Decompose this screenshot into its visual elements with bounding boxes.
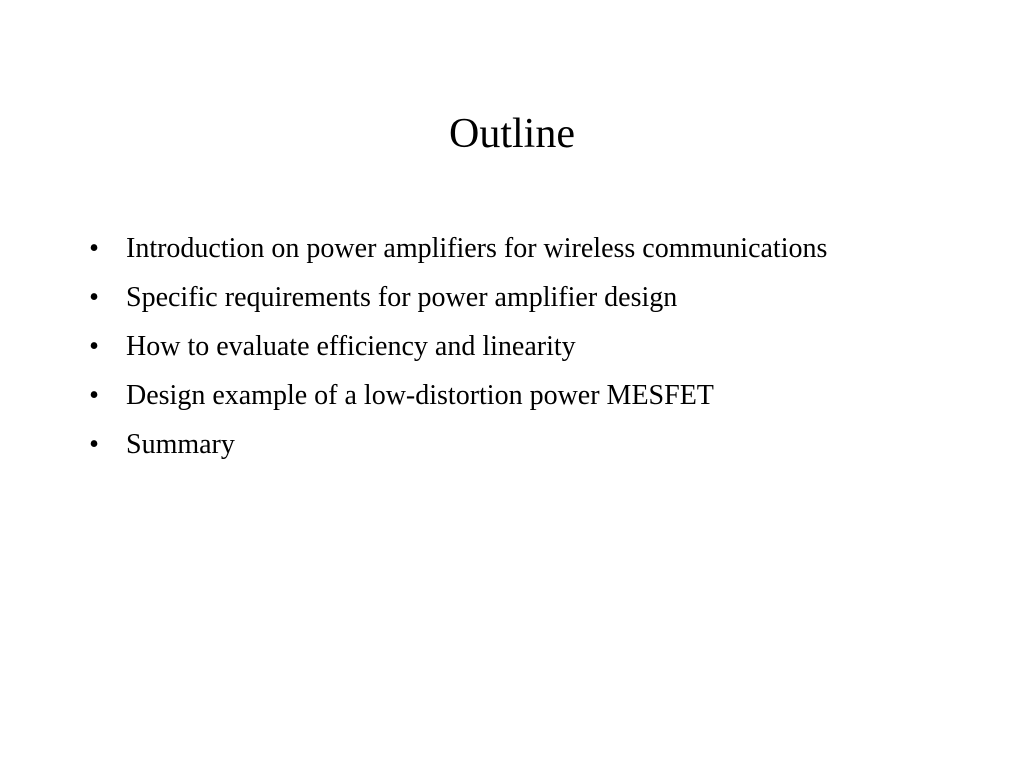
list-item <box>80 228 940 270</box>
list-item-text: Specific requirements for power amplifier design <box>126 282 678 313</box>
outline-list <box>80 228 940 473</box>
list-item <box>80 277 940 319</box>
list-item <box>80 375 940 417</box>
list-item-text: How to evaluate efficiency and linearity <box>126 331 576 362</box>
bullet-icon: • <box>89 429 99 460</box>
slide-title: Outline <box>449 111 575 157</box>
list-item <box>80 326 940 368</box>
bullet-icon: • <box>89 233 99 264</box>
list-item-text: Design example of a low-distortion power MESFET <box>126 380 714 411</box>
list-item-text: Introduction on power amplifiers for wireless communications <box>126 233 828 264</box>
bullet-icon: • <box>89 380 99 411</box>
list-item <box>80 424 940 466</box>
bullet-icon: • <box>89 282 99 313</box>
list-item-text: Summary <box>126 429 235 460</box>
bullet-icon: • <box>89 331 99 362</box>
